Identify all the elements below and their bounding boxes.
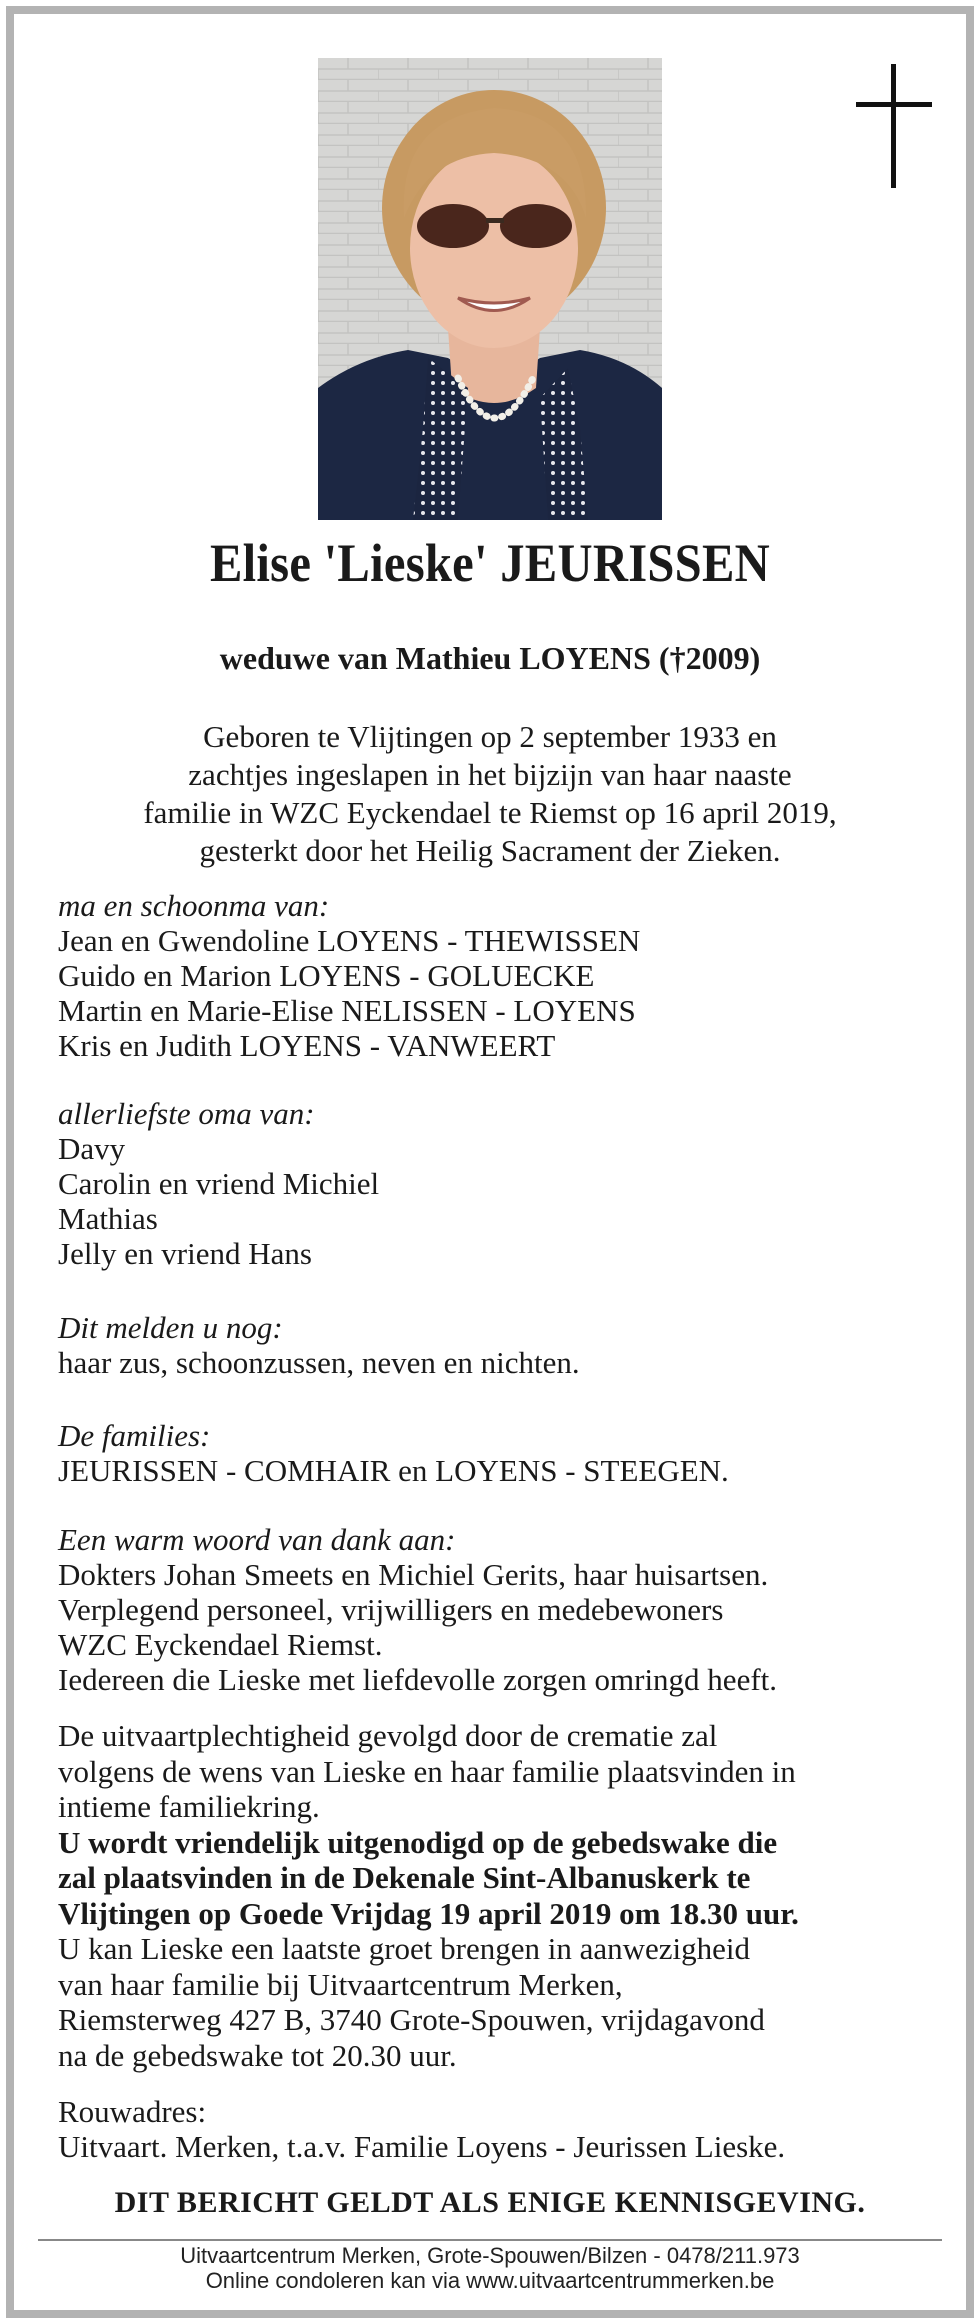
birth-line: zachtjes ingeslapen in het bijzijn van haar naaste [188, 757, 792, 792]
invitation-line: zal plaatsvinden in de Dekenale Sint-Albanuskerk te [58, 1860, 751, 1895]
thanks-section [58, 1522, 938, 1697]
grandchildren-line: Jelly en vriend Hans [58, 1236, 312, 1271]
birth-line: Geboren te Vlijtingen op 2 september 1933 en [203, 719, 777, 754]
children-section [58, 888, 938, 1063]
birth-line: gesterkt door het Heilig Sacrament der Zieken. [199, 833, 781, 868]
portrait-photo [318, 58, 662, 520]
footer [0, 2243, 980, 2293]
cross-icon [856, 64, 932, 188]
deceased-name: Elise 'Lieske' JEURISSEN [209, 533, 771, 593]
thanks-heading: Een warm woord van dank aan: [58, 1522, 456, 1557]
grandchildren-heading: allerliefste oma van: [58, 1096, 315, 1131]
invitation-line: U wordt vriendelijk uitgenodigd op de gebedswake die [58, 1824, 778, 1860]
also-section [58, 1310, 938, 1380]
visit-line: na de gebedswake tot 20.30 uur. [58, 2037, 457, 2073]
visit-line: Riemsterweg 427 B, 3740 Grote-Spouwen, vrijdagavond [58, 2002, 765, 2037]
children-line: Jean en Gwendoline LOYENS - THEWISSEN [58, 923, 641, 958]
ceremony-line: volgens de wens van Lieske en haar familie plaatsvinden in [58, 1753, 796, 1789]
grandchildren-line: Carolin en vriend Michiel [58, 1166, 380, 1201]
address-heading: Rouwadres: [58, 2094, 207, 2129]
widow-of-line: weduwe van Mathieu LOYENS (†2009) [219, 640, 761, 676]
thanks-line: Verplegend personeel, vrijwilligers en medebewoners [58, 1592, 724, 1627]
visit-line: van haar familie bij Uitvaartcentrum Merken, [58, 1966, 623, 2002]
families-line: JEURISSEN - COMHAIR en LOYENS - STEEGEN. [58, 1453, 729, 1488]
grandchildren-section [58, 1096, 938, 1271]
notice-line: DIT BERICHT GELDT ALS ENIGE KENNISGEVING. [114, 2186, 866, 2219]
children-line: Martin en Marie-Elise NELISSEN - LOYENS [58, 993, 636, 1028]
also-heading: Dit melden u nog: [58, 1310, 283, 1345]
footer-funeral-home: Uitvaartcentrum Merken, Grote-Spouwen/Bilzen - 0478/211.973 [180, 2243, 800, 2268]
grandchildren-line: Mathias [58, 1201, 158, 1236]
birth-line: familie in WZC Eyckendael te Riemst op 16 april 2019, [143, 795, 837, 830]
thanks-line: WZC Eyckendael Riemst. [58, 1627, 383, 1662]
also-line: haar zus, schoonzussen, neven en nichten. [58, 1345, 580, 1380]
children-line: Guido en Marion LOYENS - GOLUECKE [58, 958, 595, 993]
grandchildren-line: Davy [58, 1131, 126, 1166]
address-section [58, 2094, 938, 2164]
ceremony-line: intieme familiekring. [58, 1789, 320, 1824]
children-line: Kris en Judith LOYENS - VANWEERT [58, 1028, 556, 1063]
address-line: Uitvaart. Merken, t.a.v. Familie Loyens - Jeurissen Lieske. [58, 2129, 786, 2164]
families-section [58, 1418, 938, 1488]
ceremony-section [58, 1718, 938, 2073]
visit-line: U kan Lieske een laatste groet brengen in aanwezigheid [58, 1931, 751, 1966]
footer-condolence-link[interactable]: Online condoleren kan via www.uitvaartcentrummerken.be [205, 2268, 775, 2293]
footer-divider [38, 2239, 942, 2241]
birth-paragraph [80, 718, 900, 870]
families-heading: De families: [58, 1418, 211, 1453]
ceremony-line: De uitvaartplechtigheid gevolgd door de crematie zal [58, 1718, 718, 1753]
thanks-line: Dokters Johan Smeets en Michiel Gerits, haar huisartsen. [58, 1557, 769, 1592]
invitation-line: Vlijtingen op Goede Vrijdag 19 april 2019 om 18.30 uur. [58, 1895, 799, 1931]
children-heading: ma en schoonma van: [58, 888, 330, 923]
thanks-line: Iedereen die Lieske met liefdevolle zorgen omringd heeft. [58, 1662, 778, 1697]
